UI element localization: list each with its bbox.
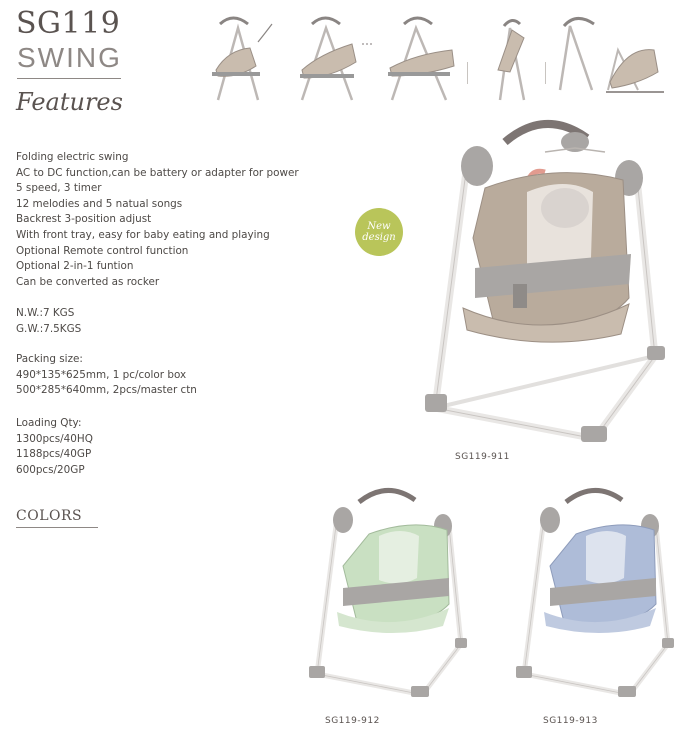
feature-item: AC to DC function,can be battery or adapter for power bbox=[16, 166, 299, 179]
feature-item: Backrest 3-position adjust bbox=[16, 213, 152, 226]
step-4-swing-image bbox=[498, 20, 524, 100]
packing-line: 500*285*640mm, 2pcs/master ctn bbox=[16, 384, 197, 397]
net-weight: N.W.:7 KGS bbox=[16, 307, 75, 319]
loading-line: 600pcs/20GP bbox=[16, 463, 85, 476]
badge-line-2: design bbox=[362, 232, 396, 243]
packing-label: Packing size: bbox=[16, 353, 83, 365]
strip-separator-2 bbox=[545, 62, 546, 84]
swing-image-blue bbox=[510, 484, 680, 699]
feature-item: Optional Remote control function bbox=[16, 244, 189, 257]
swing-image-beige bbox=[415, 108, 675, 448]
feature-item: 5 speed, 3 timer bbox=[16, 182, 102, 195]
model-number: SG119 bbox=[16, 6, 121, 41]
step-2-swing-image bbox=[300, 18, 356, 100]
gross-weight: G.W.:7.5KGS bbox=[16, 322, 82, 335]
feature-item: 12 melodies and 5 natual songs bbox=[16, 197, 183, 210]
product-code-blue: SG119-913 bbox=[543, 716, 598, 726]
colors-heading: COLORS bbox=[16, 508, 83, 524]
step-arrow-1 bbox=[258, 24, 272, 42]
product-type: SWING bbox=[17, 42, 122, 73]
folding-steps-illustration bbox=[190, 4, 670, 104]
step-3-swing-image bbox=[388, 18, 454, 100]
strip-separator-1 bbox=[467, 62, 468, 84]
new-design-badge bbox=[355, 208, 403, 256]
loading-label: Loading Qty: bbox=[16, 417, 82, 429]
step-1-swing-image bbox=[212, 18, 260, 100]
badge-line-1: New bbox=[367, 221, 391, 232]
features-list bbox=[16, 150, 299, 290]
swing-image-green bbox=[303, 484, 473, 699]
feature-item: Can be converted as rocker bbox=[16, 275, 160, 288]
loading-block bbox=[16, 416, 93, 478]
feature-item: Optional 2-in-1 funtion bbox=[16, 260, 134, 273]
colors-divider bbox=[16, 527, 98, 528]
feature-item: With front tray, easy for baby eating and playing bbox=[16, 228, 270, 241]
loading-line: 1300pcs/40HQ bbox=[16, 432, 93, 445]
loading-line: 1188pcs/40GP bbox=[16, 448, 92, 461]
packing-block bbox=[16, 352, 197, 399]
two-in-one-swing-image bbox=[560, 18, 664, 92]
feature-item: Folding electric swing bbox=[16, 151, 129, 163]
product-code-beige: SG119-911 bbox=[455, 452, 510, 462]
weights-block bbox=[16, 306, 81, 337]
packing-line: 490*135*625mm, 1 pc/color box bbox=[16, 368, 187, 381]
features-heading: Features bbox=[16, 88, 123, 116]
product-code-green: SG119-912 bbox=[325, 716, 380, 726]
title-divider bbox=[17, 78, 121, 79]
